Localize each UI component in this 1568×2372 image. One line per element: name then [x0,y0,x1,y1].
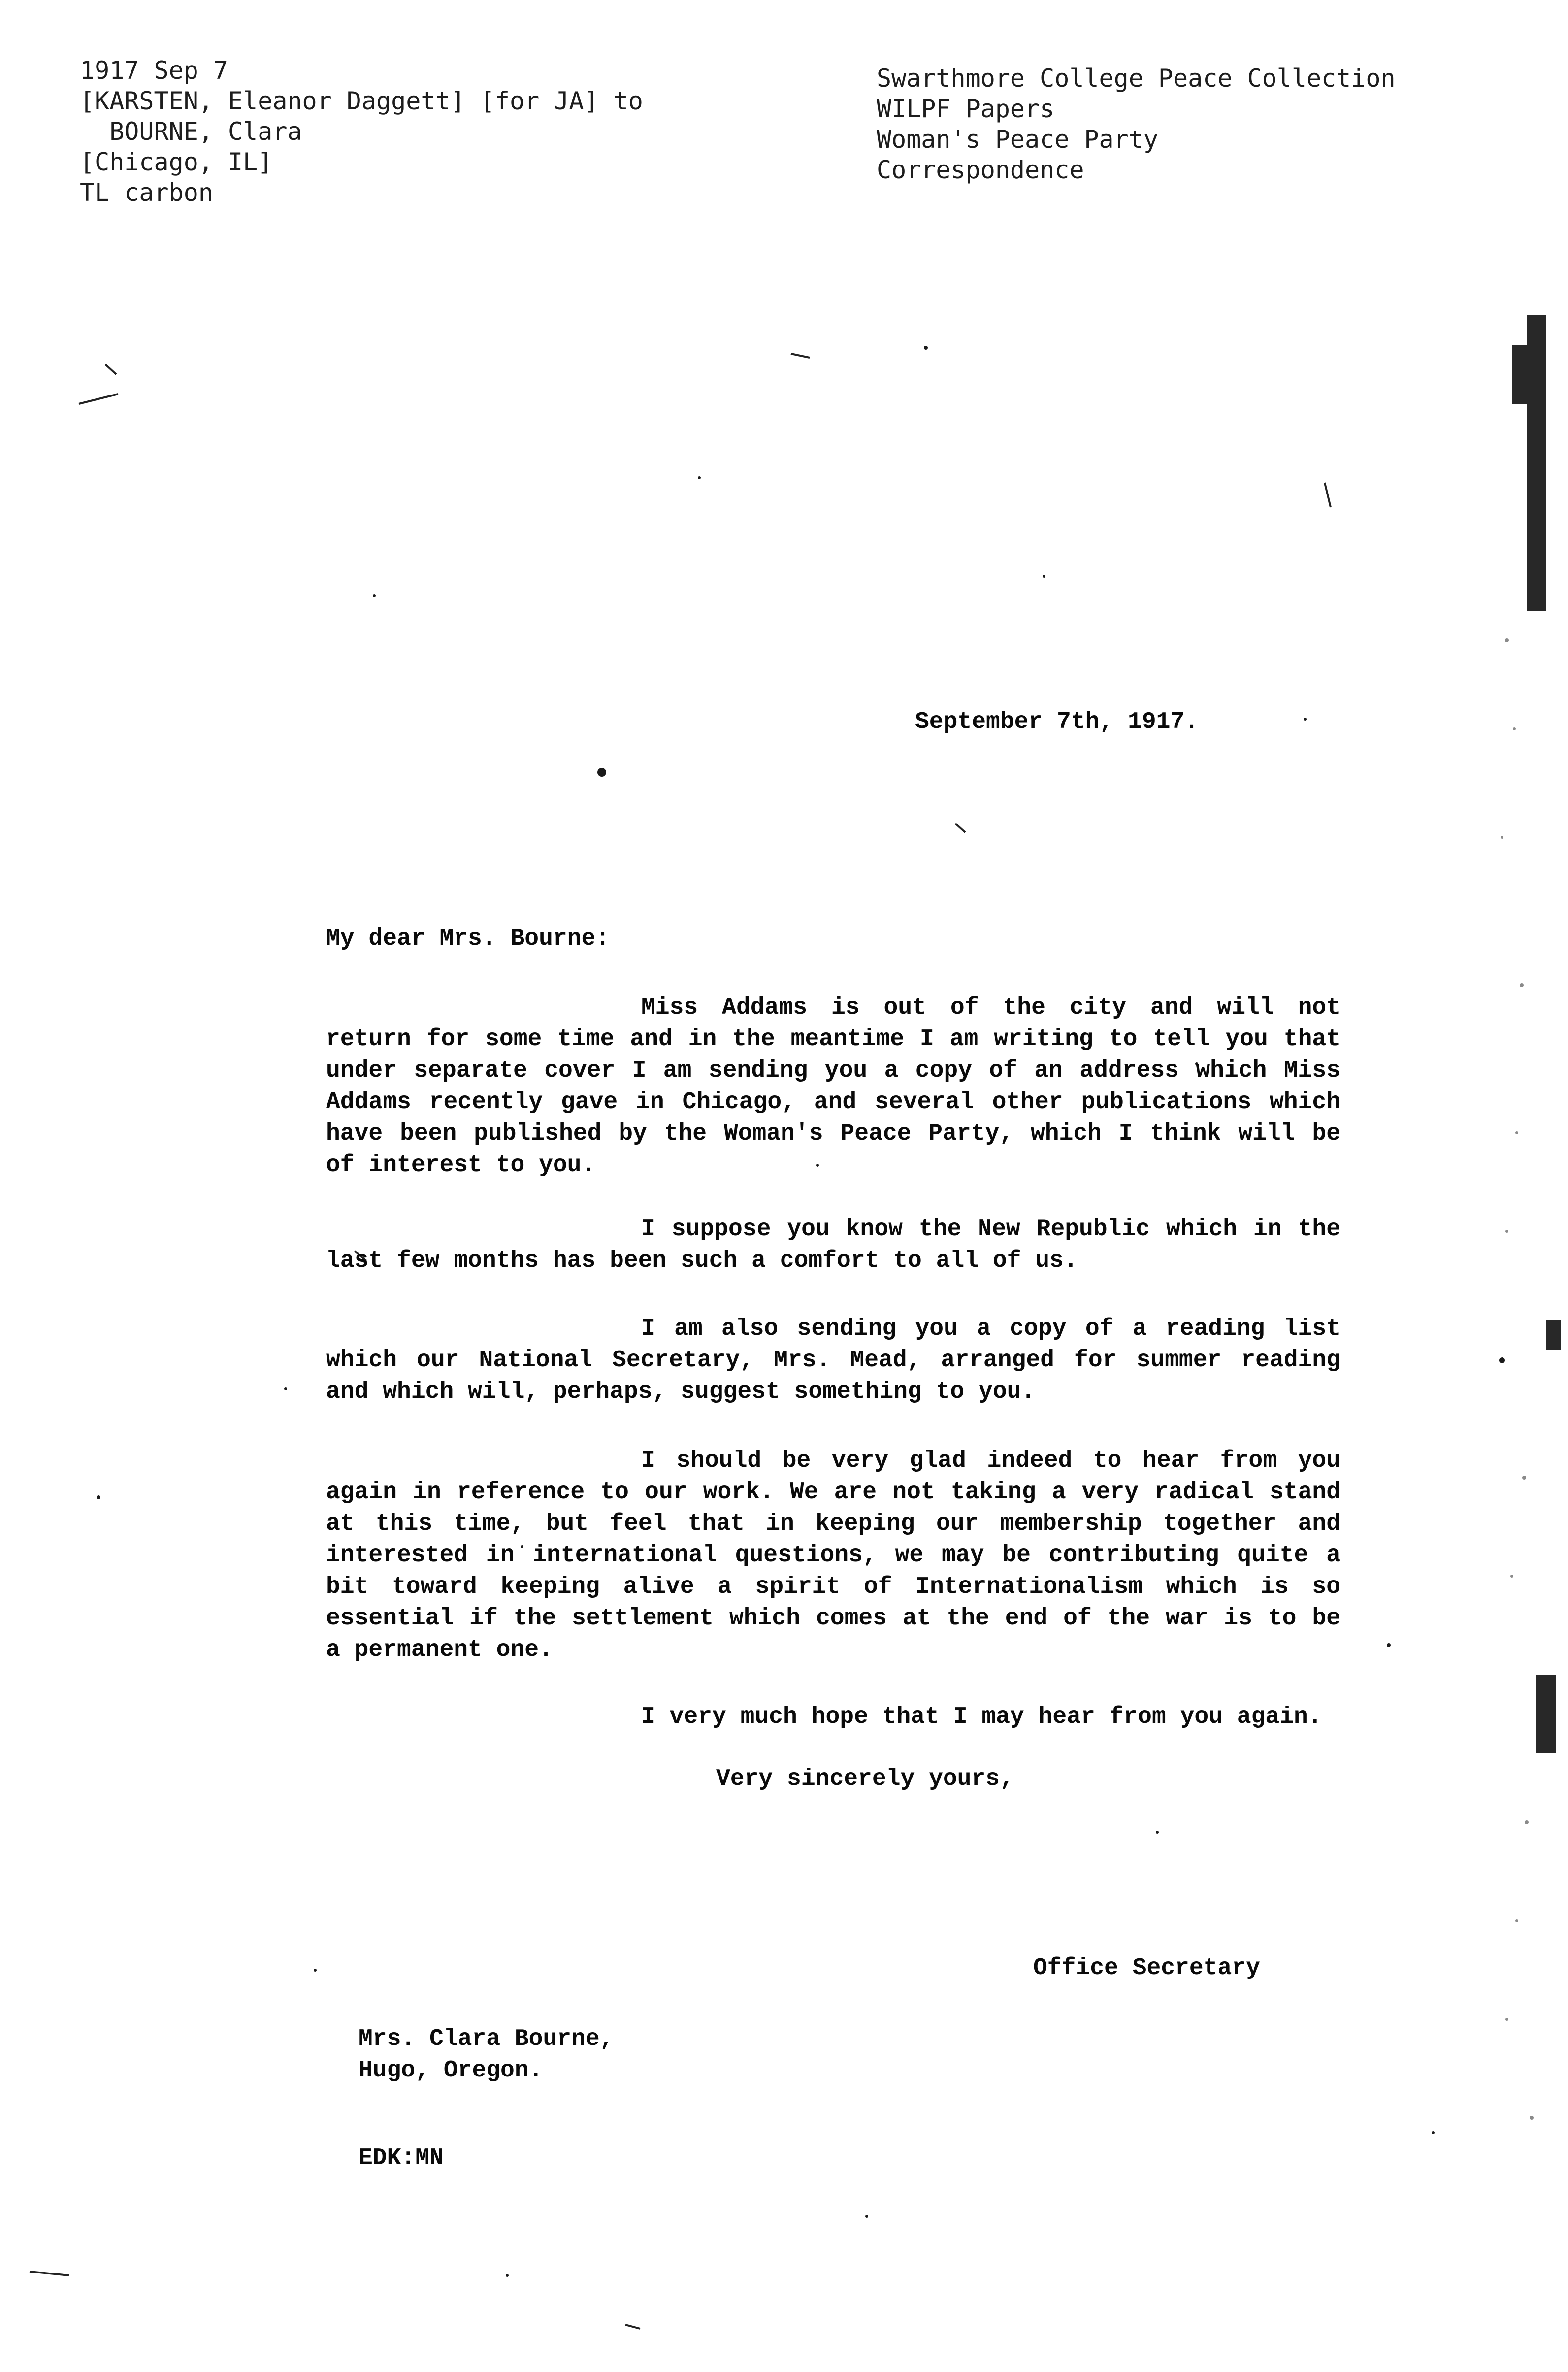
letter-salutation: My dear Mrs. Bourne: [326,925,610,952]
catalog-format: TL carbon [80,178,213,207]
catalog-date: 1917 Sep 7 [80,56,229,85]
recipient-name: Mrs. Clara Bourne, [359,2026,614,2052]
catalog-place: [Chicago, IL] [80,148,273,176]
letter-paragraph-2: I suppose you know the New Republic which in the last few months has been such a comfort to all of us. [326,1216,1340,1274]
letter-paragraph-4: I should be very glad indeed to hear from you again in reference to our work. We are not taking a very radical stand at this time, but feel that in keeping our membership together and interested in international questions, we may be contributing quite a bit toward keeping alive a spirit of Internationalism which is so essential if the settlement which comes at the end of the war is to be a permanent one. [326,1448,1340,1663]
letter-date: September 7th, 1917. [915,709,1199,735]
letter-closing: Very sincerely yours, [716,1766,1014,1792]
letter-paragraph-5: I very much hope that I may hear from you again. [641,1704,1322,1730]
catalog-recipient: BOURNE, Clara [80,117,302,146]
reference-initials: EDK:MN [359,2145,444,2172]
letter-paragraph-3: I am also sending you a copy of a reading list which our National Secretary, Mrs. Mead, arranged for summer reading and which will, perhaps, suggest something to you. [326,1316,1340,1405]
letter-paragraph-1: Miss Addams is out of the city and will not return for some time and in the meantime I am writing to tell you that under separate cover I am sending you a copy of an address which Miss Addams recently gave in Chicago, and several other publications which have been published by the Woman's Peace Party, which I think will be of interest to you. [326,994,1340,1179]
collection-subseries: Woman's Peace Party [877,125,1158,154]
collection-category: Correspondence [877,156,1084,184]
collection-name: Swarthmore College Peace Collection [877,64,1396,93]
recipient-location: Hugo, Oregon. [359,2057,543,2084]
collection-series: WILPF Papers [877,95,1055,123]
catalog-header-left [80,55,643,208]
letter-signature: Office Secretary [1033,1955,1260,1981]
catalog-header-right [877,63,1396,185]
catalog-author: [KARSTEN, Eleanor Daggett] [for JA] to [80,87,643,115]
